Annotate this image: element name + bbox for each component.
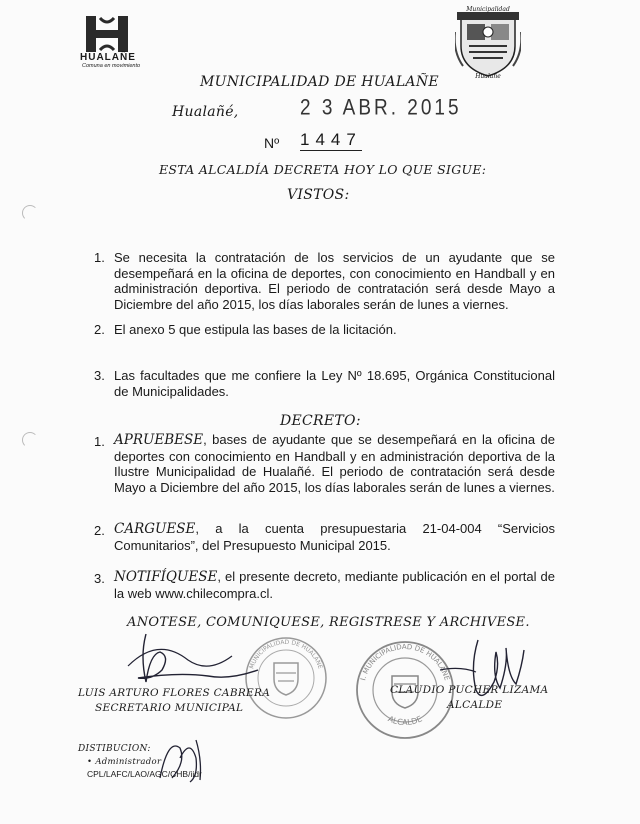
decreto-item [114, 521, 555, 553]
city-label: Hualañé, [172, 104, 239, 120]
punch-mark [22, 432, 38, 448]
crest-bottom-text: Hualañe [475, 73, 501, 80]
decreto-keyword: CARGUESE [114, 521, 196, 537]
vistos-item-number: 1. [94, 250, 105, 265]
decreto-item-number: 2. [94, 523, 105, 538]
stamp-left-text: MUNICIPALIDAD DE HUALAÑE [248, 638, 324, 670]
decree-number-label: Nº [264, 135, 280, 151]
decree-number-value: 1447 [300, 130, 362, 149]
mayor-name: CLAUDIO PUCHER LIZAMA [390, 684, 549, 696]
decreto-heading: DECRETO: [280, 413, 361, 429]
decrees-statement: ESTA ALCALDÍA DECRETA HOY LO QUE SIGUE: [159, 162, 487, 177]
logo-tagline: Comuna en movimiento [82, 63, 141, 69]
decreto-item-text: , bases de ayudante que se desempeñará en la oficina de deportes con conocimiento en Handball y en administración deportiva de la Ilustre Municipalidad de Hualañé. El periodo de contratación será desde Mayo a Diciembre del año 2015, los días laborales serán de lunes a viernes. [114, 432, 555, 495]
signature-right-icon [440, 630, 550, 710]
secretary-role: SECRETARIO MUNICIPAL [95, 702, 244, 714]
logo-name: HUALAÑE [80, 52, 136, 63]
decreto-keyword: APRUEBESE [114, 432, 204, 448]
closing-formula: ANOTESE, COMUNIQUESE, REGISTRESE Y ARCHIVESE. [127, 615, 530, 630]
secretary-name: LUIS ARTURO FLORES CABRERA [78, 687, 271, 699]
vistos-item-text: El anexo 5 que estipula las bases de la licitación. [114, 322, 397, 337]
date-stamp: 2 3 ABR. 2015 [300, 96, 462, 121]
vistos-item-number: 3. [94, 368, 105, 383]
vistos-item-text: Las facultades que me confiere la Ley Nº 18.695, Orgánica Constitucional de Municipalidades. [114, 368, 555, 399]
mayor-role: ALCALDE [447, 699, 503, 711]
decreto-item-number: 1. [94, 434, 105, 449]
vistos-item-text: Se necesita la contratación de los servicios de un ayudante que se desempeñará en la oficina de deportes, con conocimiento en Handball y en administración deportiva. El periodo de contratación será desde Mayo a Diciembre del año 2015, los días laborales serán de lunes a viernes. [114, 250, 555, 312]
decreto-item [114, 432, 555, 495]
distribution-item: • Administrador [87, 757, 162, 767]
decreto-item-text: , a la cuenta presupuestaria 21-04-004 “Servicios Comunitarios”, del Presupuesto Municipal 2015. [114, 521, 555, 553]
stamp-right-bottom-text: ALCALDE [386, 714, 424, 728]
vistos-heading: VISTOS: [287, 187, 350, 203]
stamp-right-text: I. MUNICIPALIDAD DE HUALAÑE [359, 642, 451, 682]
decreto-keyword: NOTIFÍQUESE [114, 569, 218, 585]
hualane-logo-icon [84, 14, 130, 54]
punch-mark [22, 205, 38, 221]
distribution-item-text: Administrador [95, 757, 162, 767]
signature-left-icon [118, 626, 268, 696]
decreto-item-number: 3. [94, 571, 105, 586]
decreto-item [114, 569, 555, 601]
distribution-label: DISTIBUCION: [78, 744, 151, 754]
svg-text:ALCALDE [386, 714, 423, 727]
decreto-item-text: , el presente decreto, mediante publicación en el portal de la web www.chilecompra.cl. [114, 569, 555, 601]
crest-top-text: Municipalidad [466, 6, 510, 13]
distribution-codes: CPL/LAFC/LAO/AGC/CHB/iidr [87, 769, 202, 779]
document-title: MUNICIPALIDAD DE HUALAÑE [200, 74, 439, 90]
vistos-item-number: 2. [94, 322, 105, 337]
municipal-crest-icon [455, 2, 521, 80]
